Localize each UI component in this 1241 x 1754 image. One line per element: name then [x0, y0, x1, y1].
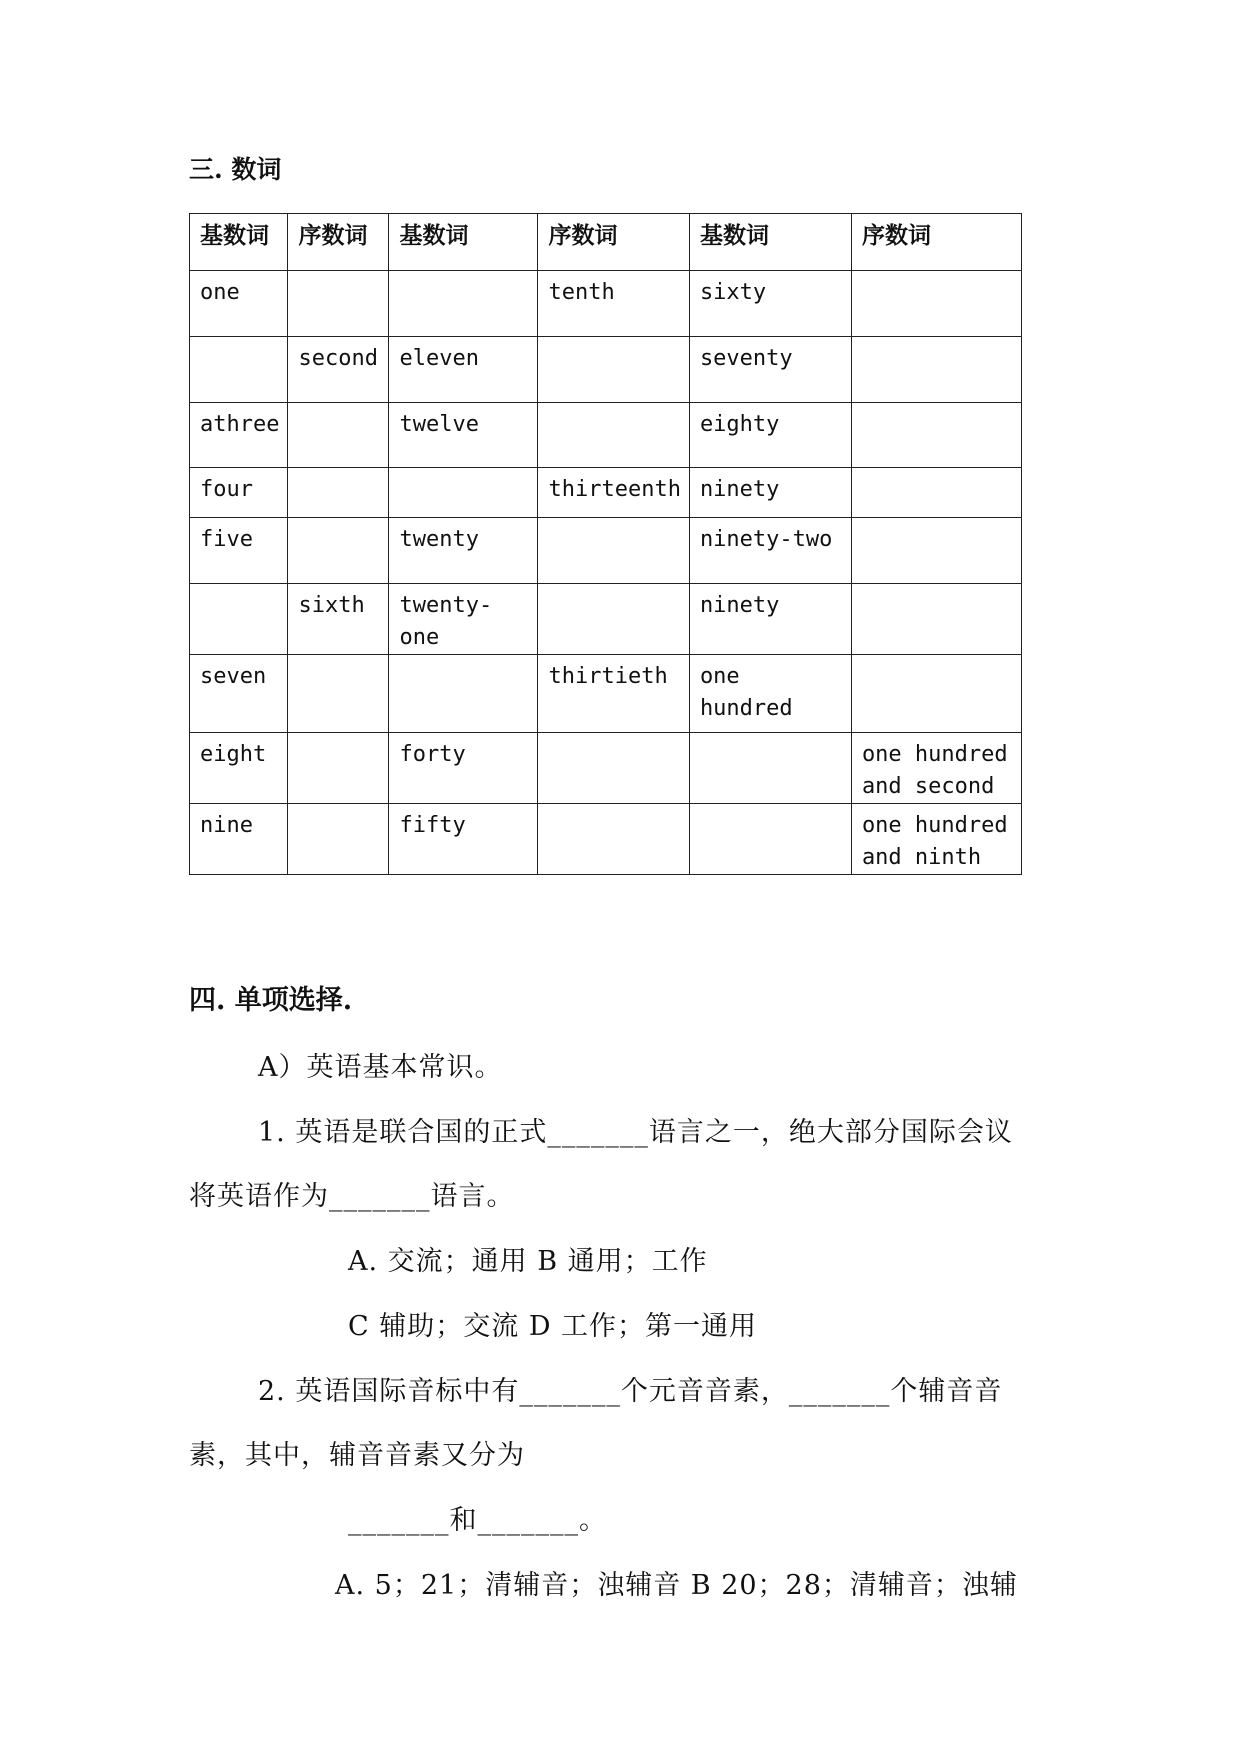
- question-1-options-cd: C 辅助；交流 D 工作；第一通用: [348, 1311, 758, 1342]
- table-cell: four: [190, 468, 288, 518]
- table-cell: [288, 655, 389, 733]
- table-row: [190, 584, 1022, 655]
- table-cell: one hundred: [689, 655, 851, 733]
- table-cell: [851, 337, 1021, 403]
- question-1-options-ab: A. 交流；通用 B 通用；工作: [348, 1246, 708, 1277]
- table-cell: twelve: [389, 403, 538, 468]
- question-2-line-3: _______和_______。: [348, 1505, 607, 1536]
- table-cell: [190, 337, 288, 403]
- table-cell: [389, 655, 538, 733]
- section-3-title: 三. 数词: [189, 155, 282, 184]
- table-cell: one hundred and ninth: [851, 804, 1021, 875]
- table-cell: one hundred and second: [851, 733, 1021, 804]
- question-1-line-1: 1. 英语是联合国的正式_______语言之一，绝大部分国际会议: [258, 1117, 1013, 1148]
- table-cell: [389, 468, 538, 518]
- question-2-line-1: 2. 英语国际音标中有_______个元音音素，_______个辅音音: [258, 1376, 1003, 1407]
- table-cell: twenty: [389, 518, 538, 584]
- table-cell: [538, 584, 689, 655]
- table-cell: fifty: [389, 804, 538, 875]
- table-cell: one: [190, 271, 288, 337]
- table-cell: tenth: [538, 271, 689, 337]
- table-cell: [538, 518, 689, 584]
- section-4-title: 四. 单项选择.: [189, 985, 353, 1016]
- table-cell: eight: [190, 733, 288, 804]
- table-cell: [689, 804, 851, 875]
- table-cell: [288, 403, 389, 468]
- header-cell: 序数词: [851, 214, 1021, 271]
- table-cell: [538, 804, 689, 875]
- table-row: [190, 468, 1022, 518]
- table-cell: forty: [389, 733, 538, 804]
- table-cell: second: [288, 337, 389, 403]
- table-cell: [288, 733, 389, 804]
- table-row: [190, 403, 1022, 468]
- table-cell: [851, 655, 1021, 733]
- table-cell: [538, 733, 689, 804]
- table-cell: [288, 271, 389, 337]
- subsection-heading: A）英语基本常识。: [258, 1052, 503, 1083]
- table-cell: [851, 271, 1021, 337]
- table-row: [190, 271, 1022, 337]
- table-row: [190, 655, 1022, 733]
- question-2-line-2: 素，其中，辅音音素又分为: [189, 1440, 525, 1471]
- header-cell: 序数词: [538, 214, 689, 271]
- table-row: [190, 518, 1022, 584]
- table-cell: ninety-two: [689, 518, 851, 584]
- table-cell: [288, 518, 389, 584]
- table-cell: [689, 733, 851, 804]
- table-cell: sixty: [689, 271, 851, 337]
- header-cell: 基数词: [190, 214, 288, 271]
- table-cell: nine: [190, 804, 288, 875]
- header-cell: 基数词: [389, 214, 538, 271]
- table-cell: ninety: [689, 468, 851, 518]
- table-cell: [190, 584, 288, 655]
- table-cell: [538, 403, 689, 468]
- table-row: [190, 733, 1022, 804]
- table-cell: eighty: [689, 403, 851, 468]
- table-cell: [851, 584, 1021, 655]
- header-cell: 基数词: [689, 214, 851, 271]
- question-1-line-2: 将英语作为_______语言。: [189, 1181, 515, 1212]
- table-cell: [389, 271, 538, 337]
- table-row: [190, 804, 1022, 875]
- table-cell: ninety: [689, 584, 851, 655]
- table-cell: twenty-one: [389, 584, 538, 655]
- table-cell: seventy: [689, 337, 851, 403]
- table-cell: sixth: [288, 584, 389, 655]
- header-cell: 序数词: [288, 214, 389, 271]
- question-2-options-ab: A. 5；21；清辅音；浊辅音 B 20；28；清辅音；浊辅: [335, 1570, 1018, 1601]
- table-cell: [851, 403, 1021, 468]
- table-cell: thirtieth: [538, 655, 689, 733]
- table-cell: five: [190, 518, 288, 584]
- table-row: [190, 337, 1022, 403]
- numerals-table: [189, 213, 1022, 875]
- table-cell: eleven: [389, 337, 538, 403]
- table-cell: [851, 468, 1021, 518]
- table-cell: [538, 337, 689, 403]
- table-cell: [288, 468, 389, 518]
- table-header-row: [190, 214, 1022, 271]
- table-cell: seven: [190, 655, 288, 733]
- table-cell: thirteenth: [538, 468, 689, 518]
- table-cell: [288, 804, 389, 875]
- table-cell: athree: [190, 403, 288, 468]
- table-cell: [851, 518, 1021, 584]
